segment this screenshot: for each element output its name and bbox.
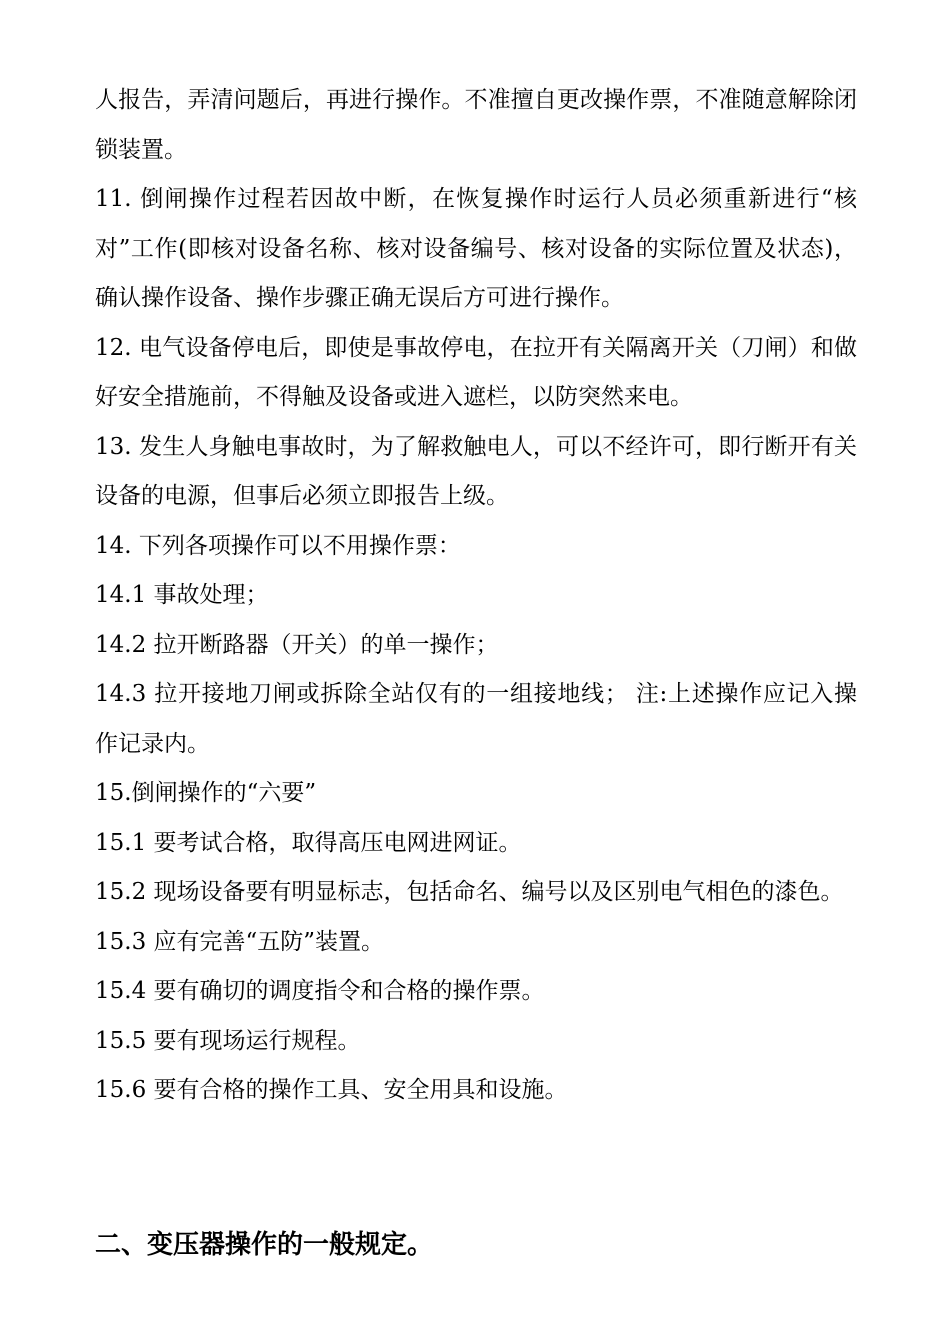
paragraph-item-14-2: 14.2 拉开断路器（开关）的单一操作； (95, 631, 499, 658)
paragraph-item-11: 11. 倒闸操作过程若因故中断，在恢复操作时运行人员必须重新进行“核对”工作(即核对设备名称、核对设备编号、核对设备的实际位置及状态)，确认操作设备、操作步骤正确无误后方可进行操作。 (95, 186, 857, 311)
paragraph-item-15-6: 15.6 要有合格的操作工具、安全用具和设施。 (95, 1077, 568, 1103)
paragraph-item-14: 14. 下列各项操作可以不用操作票： (95, 532, 461, 559)
paragraph-item-15-5: 15.5 要有现场运行规程。 (95, 1027, 361, 1054)
paragraph-continuation: 人报告，弄清问题后，再进行操作。不准擅自更改操作票，不准随意解除闭锁装置。 (95, 87, 857, 163)
paragraph-item-15-3: 15.3 应有完善“五防”装置。 (95, 928, 385, 955)
paragraph-item-14-1: 14.1 事故处理； (95, 582, 269, 608)
section-heading: 二、变压器操作的一般规定。 (95, 1230, 434, 1260)
paragraph-item-15-4: 15.4 要有确切的调度指令和合格的操作票。 (95, 978, 545, 1004)
paragraph-item-15: 15.倒闸操作的“六要” (95, 780, 317, 806)
paragraph-item-13: 13. 发生人身触电事故时，为了解救触电人，可以不经许可，即行断开有关设备的电源，但事后必须立即报告上级。 (95, 433, 857, 509)
paragraph-item-15-2: 15.2 现场设备要有明显标志，包括命名、编号以及区别电气相色的漆色。 (95, 879, 844, 905)
paragraph-item-15-1: 15.1 要考试合格，取得高压电网进网证。 (95, 829, 522, 856)
paragraph-item-12: 12. 电气设备停电后，即使是事故停电，在拉开有关隔离开关（刀闸）和做好安全措施前，不得触及设备或进入遮栏，以防突然来电。 (95, 334, 857, 410)
document-body (95, 76, 857, 1116)
paragraph-item-14-3: 14.3 拉开接地刀闸或拆除全站仅有的一组接地线； 注:上述操作应记入操作记录内。 (95, 681, 857, 757)
